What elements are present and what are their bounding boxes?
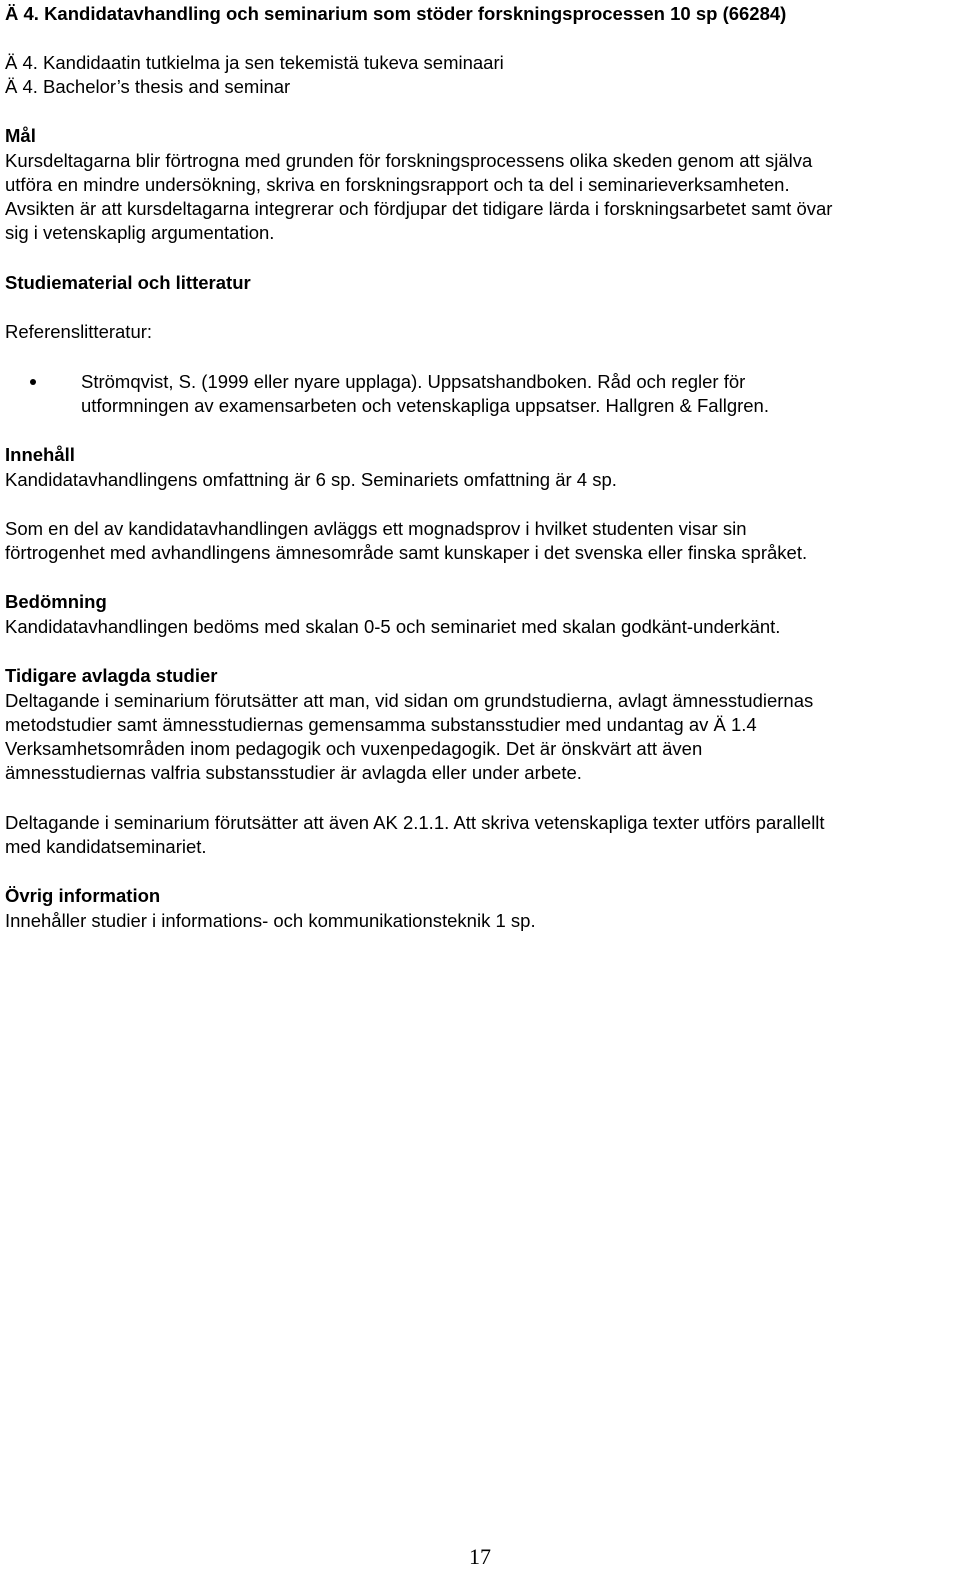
innehall-line: Kandidatavhandlingens omfattning är 6 sp. Seminariets omfattning är 4 sp.	[5, 469, 617, 490]
tidigare-line: Deltagande i seminarium förutsätter att även AK 2.1.1. Att skriva vetenskapliga texter utförs parallellt	[5, 812, 825, 833]
reference-line: Strömqvist, S. (1999 eller nyare upplaga). Uppsatshandboken. Råd och regler för	[81, 371, 746, 392]
course-title-finnish: Ä 4. Kandidaatin tutkielma ja sen tekemistä tukeva seminaari	[5, 52, 504, 73]
tidigare-line: metodstudier samt ämnesstudiernas gemensamma substansstudier med undantag av Ä 1.4	[5, 714, 757, 735]
innehall-heading: Innehåll	[5, 444, 75, 465]
page-number: 17	[469, 1544, 491, 1569]
tidigare-line: ämnesstudiernas valfria substansstudier är avlagda eller under arbete.	[5, 762, 582, 783]
course-title-swedish: Ä 4. Kandidatavhandling och seminarium som stöder forskningsprocessen 10 sp (66284)	[5, 3, 787, 24]
tidigare-heading: Tidigare avlagda studier	[5, 665, 218, 686]
mal-heading: Mål	[5, 125, 36, 146]
mal-line: Kursdeltagarna blir förtrogna med grunden för forskningsprocessens olika skeden genom att själva	[5, 150, 813, 171]
course-title-english: Ä 4. Bachelor’s thesis and seminar	[5, 76, 291, 97]
referenslitteratur-label: Referenslitteratur:	[5, 321, 153, 342]
reference-line: utformningen av examensarbeten och vetenskapliga uppsatser. Hallgren & Fallgren.	[81, 395, 769, 417]
tidigare-line: med kandidatseminariet.	[5, 836, 207, 857]
studiematerial-heading: Studiematerial och litteratur	[5, 272, 251, 293]
mal-line: utföra en mindre undersökning, skriva en forskningsrapport och ta del i seminarieverksamheten.	[5, 174, 790, 195]
mal-line: Avsikten är att kursdeltagarna integrerar och fördjupar det tidigare lärda i forskningsarbetet samt övar	[5, 198, 833, 219]
tidigare-line: Deltagande i seminarium förutsätter att man, vid sidan om grundstudierna, avlagt ämnesstudiernas	[5, 690, 814, 711]
bedomning-heading: Bedömning	[5, 591, 107, 612]
mal-line: sig i vetenskaplig argumentation.	[5, 222, 275, 243]
ovrig-heading: Övrig information	[5, 885, 161, 906]
tidigare-line: Verksamhetsområden inom pedagogik och vuxenpedagogik. Det är önskvärt att även	[5, 738, 703, 759]
ovrig-line: Innehåller studier i informations- och kommunikationsteknik 1 sp.	[5, 910, 536, 931]
innehall-line: Som en del av kandidatavhandlingen avläggs ett mognadsprov i hvilket studenten visar sin	[5, 518, 747, 539]
bedomning-line: Kandidatavhandlingen bedöms med skalan 0-5 och seminariet med skalan godkänt-underkänt.	[5, 616, 781, 637]
bullet-icon	[30, 379, 36, 385]
innehall-line: förtrogenhet med avhandlingens ämnesområde samt kunskaper i det svenska eller finska språket.	[5, 542, 808, 563]
